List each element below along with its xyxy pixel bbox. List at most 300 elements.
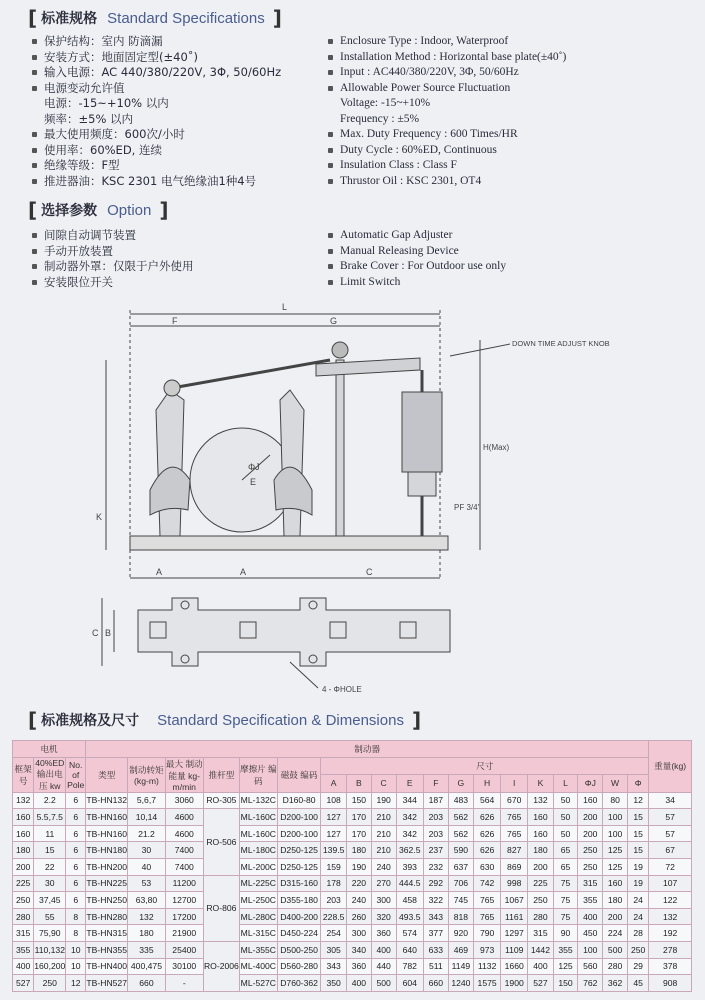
table-cell: 908 [649,975,692,992]
table-cell: 782 [396,958,423,975]
table-cell: ML-200C [239,858,277,875]
table-cell: 200 [603,908,628,925]
table-cell: 1660 [501,958,528,975]
list-item: 最大使用频度：600次/小时 [30,127,281,143]
dim-label-e: E [250,477,257,487]
table-cell: ML-355C [239,941,277,958]
table-cell: 250 [578,842,603,859]
table-cell: 127 [321,825,347,842]
table-cell: 25400 [165,941,203,958]
table-cell: 1161 [501,908,528,925]
table-cell: 132 [128,908,165,925]
table-cell: 7400 [165,842,203,859]
table-cell: 827 [501,842,528,859]
table-cell: 100 [603,809,628,826]
table-cell: 458 [396,892,423,909]
table-cell: 360 [371,925,396,942]
table-cell: 180 [13,842,34,859]
table-cell: - [165,975,203,992]
table-cell: ML-132C [239,792,277,809]
list-item: 手动开放装置 [30,244,194,260]
header-thrustor: 推杆型 [203,757,239,792]
table-cell: 160 [603,875,628,892]
table-cell: TB-HN355 [86,941,128,958]
list-item: Manual Releasing Device [326,244,506,260]
table-cell: 8 [66,908,86,925]
table-cell: TB-HN225 [86,875,128,892]
table-row [13,842,692,859]
table-cell: 640 [396,941,423,958]
knob-label: DOWN TIME ADJUST KNOB [512,339,610,348]
table-cell: 203 [321,892,347,909]
table-cell: 11 [34,825,66,842]
table-cell: 180 [603,892,628,909]
table-cell: 626 [474,809,501,826]
table-cell: 224 [603,925,628,942]
table-cell: 6 [66,809,86,826]
list-item: Frequency : ±5% [340,112,420,125]
table-cell: 159 [321,858,347,875]
table-cell: 280 [13,908,34,925]
table-cell: TB-HN180 [86,842,128,859]
table-cell: 4600 [165,809,203,826]
pf-label: PF 3/4" [454,503,481,512]
table-cell: 15 [628,842,649,859]
table-cell: 362 [603,975,628,992]
table-cell: 315 [13,925,34,942]
left-pivot [164,380,180,396]
table-cell: 278 [649,941,692,958]
header-energy: 最大 制动能量 kg-m/min [165,758,203,792]
table-row [13,908,692,925]
dim-label-b: B [105,628,112,638]
table-cell: 127 [321,809,347,826]
table-cell: 315 [528,925,553,942]
option-title-en: Option [107,201,152,219]
header-dim: H [474,775,501,793]
table-cell: TB-HN527 [86,975,128,992]
table-cell: 45 [628,975,649,992]
table-cell: 187 [423,792,448,809]
table-cell: 1149 [448,958,473,975]
table-cell: 483 [448,792,473,809]
table-cell: 180 [346,842,371,859]
thrustor-body [408,472,436,496]
header-dim: L [553,775,578,793]
table-cell: 280 [528,908,553,925]
list-item: Thrustor Oil : KSC 2301, OT4 [326,174,566,190]
header-frame: 框架号 [13,757,34,792]
table-cell: 765 [501,825,528,842]
list-item: 电源变动允许值 [30,81,281,97]
table-cell: 5.5,7.5 [34,809,66,826]
table-cell: 400 [578,908,603,925]
table-cell: 65 [553,842,578,859]
table-cell: TB-HN315 [86,925,128,942]
table-row [13,925,692,942]
table-cell: 3060 [165,792,203,809]
table-cell: 340 [346,941,371,958]
table-cell: 228.5 [321,908,347,925]
table-cell: 630 [474,858,501,875]
table-cell: 50 [553,792,578,809]
standard-spec-title-cn: 标准规格 [41,11,98,27]
table-cell: 210 [371,825,396,842]
right-shoe [274,467,312,515]
table-cell: 1240 [448,975,473,992]
list-item: Enclosure Type : Indoor, Waterproof [326,34,566,50]
table-cell: 75 [553,908,578,925]
table-cell: 12700 [165,892,203,909]
table-cell: 444.5 [396,875,423,892]
header-dim: G [448,775,473,793]
table-cell: 562 [448,809,473,826]
table-cell: 200 [13,858,34,875]
table-cell: 745 [448,892,473,909]
table-cell: 21900 [165,925,203,942]
table-cell: 50 [553,825,578,842]
table-cell: 24 [628,908,649,925]
table-cell: TB-HN160 [86,809,128,826]
table-cell: 125 [603,842,628,859]
bracket-open: [ [28,6,38,30]
table-cell: D450-224 [277,925,321,942]
header-weight: 重量(kg) [649,741,692,793]
list-item: Voltage: -15~+10% [340,97,431,109]
dim-label-l: L [282,302,288,312]
spec-table [12,740,692,992]
table-cell: 24 [628,892,649,909]
header-dim: C [371,775,396,793]
table-cell: D760-362 [277,975,321,992]
table-cell: 10 [66,958,86,975]
table-cell: 637 [448,858,473,875]
table-title-en: Standard Specification & Dimensions [157,711,404,729]
table-cell: 57 [649,825,692,842]
list-item: Limit Switch [326,275,506,291]
table-cell: 574 [396,925,423,942]
table-cell: ML-527C [239,975,277,992]
header-brake: 制动器 [86,741,649,758]
table-cell: 200 [528,858,553,875]
table-cell: TB-HN160 [86,825,128,842]
table-cell: 160,200 [34,958,66,975]
table-cell: 225 [528,875,553,892]
table-cell: 869 [501,858,528,875]
standard-spec-cn-list [30,34,281,189]
adjust-knob [332,342,348,358]
dim-label-h: H(Max) [483,443,510,452]
table-cell: 322 [423,892,448,909]
option-en-list [326,228,506,290]
table-cell: 564 [474,792,501,809]
table-cell: TB-HN400 [86,958,128,975]
table-cell: D500-250 [277,941,321,958]
linkage-bar [172,360,330,388]
table-title-cn: 标准规格及尺寸 [41,713,140,729]
table-cell: 192 [649,925,692,942]
table-cell: 220 [346,875,371,892]
table-cell: 500 [371,975,396,992]
list-item: 安装方式：地面固定型(±40˚) [30,50,281,66]
table-cell: 203 [423,825,448,842]
table-cell: D250-125 [277,842,321,859]
table-cell: D315-160 [277,875,321,892]
table-cell: TB-HN250 [86,892,128,909]
header-motor: 电机 [13,741,86,758]
table-cell: 590 [448,842,473,859]
table-cell: 75,90 [34,925,66,942]
table-cell: 335 [128,941,165,958]
header-output: 40%ED 输出电压 kw [35,757,65,791]
table-cell: 660 [423,975,448,992]
table-cell: 50 [553,809,578,826]
table-cell: 527 [528,975,553,992]
table-cell: 178 [321,875,347,892]
table-cell: 12 [628,792,649,809]
left-arm [156,390,184,536]
header-dim: Φ [628,775,649,793]
table-cell: 203 [423,809,448,826]
table-cell: 2.2 [34,792,66,809]
table-cell: 240 [371,858,396,875]
table-cell: ML-180C [239,842,277,859]
table-cell: 762 [578,975,603,992]
table-cell: TB-HN200 [86,858,128,875]
table-cell: 343 [321,958,347,975]
table-cell: 1109 [501,941,528,958]
list-item: Allowable Power Source Fluctuation [326,81,566,97]
table-row [13,941,692,958]
table-cell: 292 [423,875,448,892]
dim-label-a1: A [156,567,163,577]
table-cell: 65 [553,858,578,875]
table-cell: 125 [553,958,578,975]
table-cell: 560 [578,958,603,975]
list-item: 绝缘等级：F型 [30,158,281,174]
table-cell: 10,14 [128,809,165,826]
table-cell: 28 [628,925,649,942]
list-item: 输入电源：AC 440/380/220V, 3Φ, 50/60Hz [30,65,281,81]
knob-callout [512,339,610,348]
table-cell: 160 [528,809,553,826]
header-lining: 摩擦片 编码 [239,757,277,792]
table-cell: 527 [13,975,34,992]
table-cell: 63,80 [128,892,165,909]
header-dim: I [501,775,528,793]
table-cell: 626 [474,825,501,842]
table-cell: ML-250C [239,892,277,909]
table-cell: 34 [649,792,692,809]
table-cell: 132 [13,792,34,809]
table-cell: 67 [649,842,692,859]
table-cell: ML-315C [239,925,277,942]
table-cell: 6 [66,792,86,809]
table-cell: 170 [346,809,371,826]
table-cell: 250 [34,975,66,992]
table-cell: 100 [578,941,603,958]
table-cell: 270 [371,875,396,892]
table-cell: 6 [66,875,86,892]
table-cell: 232 [423,858,448,875]
bracket-open: [ [28,198,38,222]
header-dim: E [396,775,423,793]
table-cell: 17200 [165,908,203,925]
table-cell: 80 [603,792,628,809]
table-cell: 254 [321,925,347,942]
table-cell: 132 [528,792,553,809]
table-title [28,708,421,732]
dim-label-k: K [96,512,103,522]
table-cell: 200 [578,825,603,842]
table-cell: 122 [649,892,692,909]
standard-spec-title-en: Standard Specifications [107,9,265,27]
table-cell: 53 [128,875,165,892]
table-cell: ML-225C [239,875,277,892]
list-item: Input : AC440/380/220V, 3Φ, 50/60Hz [326,65,566,81]
table-cell: RO-506 [203,809,239,875]
base-top-view [138,598,450,666]
table-cell: 210 [371,809,396,826]
table-cell: 107 [649,875,692,892]
table-cell: 90 [553,925,578,942]
table-cell: 378 [649,958,692,975]
header-pole: No. of Pole [66,757,86,792]
table-cell: TB-HN132 [86,792,128,809]
table-cell: D560-280 [277,958,321,975]
header-dim: K [528,775,553,793]
list-item: Brake Cover : For Outdoor use only [326,259,506,275]
table-cell: 19 [628,858,649,875]
thrustor-motor [402,392,442,472]
dim-label-g: G [330,316,338,326]
table-row [13,825,692,842]
table-cell: 15 [628,809,649,826]
table-cell: 15 [34,842,66,859]
table-cell: 315 [578,875,603,892]
bracket-close: ] [159,198,169,222]
table-cell: RO-2006 [203,941,239,991]
table-cell: 765 [501,809,528,826]
table-cell: 139.5 [321,842,347,859]
table-row [13,875,692,892]
header-dim: B [346,775,371,793]
list-item: Automatic Gap Adjuster [326,228,506,244]
table-cell: 742 [474,875,501,892]
table-cell: 250 [528,892,553,909]
table-cell: ML-400C [239,958,277,975]
table-cell: 108 [321,792,347,809]
lever-arm [316,358,420,376]
table-cell: 344 [396,792,423,809]
table-cell: 250 [628,941,649,958]
table-cell: 30 [128,842,165,859]
table-cell: 260 [346,908,371,925]
table-cell: 170 [346,825,371,842]
table-cell: 305 [321,941,347,958]
list-item: 推进器油：KSC 2301 电气绝缘油1种4号 [30,174,281,190]
table-cell: 320 [371,908,396,925]
table-cell: 400 [528,958,553,975]
dim-label-f: F [172,316,178,326]
table-cell: 160 [528,825,553,842]
table-cell: 19 [628,875,649,892]
table-cell: 30 [34,875,66,892]
table-cell: 132 [649,908,692,925]
table-row [13,809,692,826]
table-cell: 633 [423,941,448,958]
table-cell: 12 [66,975,86,992]
left-shoe [150,467,190,515]
table-row [13,975,692,992]
header-drum: 磁鼓 编码 [277,757,321,792]
table-cell: 500 [603,941,628,958]
table-cell: 7400 [165,858,203,875]
table-cell: 493.5 [396,908,423,925]
table-cell: 190 [346,858,371,875]
table-cell: 1297 [501,925,528,942]
table-cell: 6 [66,892,86,909]
table-cell: 55 [34,908,66,925]
table-cell: 75 [553,875,578,892]
table-cell: 5,6,7 [128,792,165,809]
table-row [13,792,692,809]
header-torque: 制动转矩 (kg-m) [128,757,165,792]
table-cell: 440 [371,958,396,975]
table-cell: ML-280C [239,908,277,925]
option-title-cn: 选择参数 [41,203,98,219]
table-cell: 22 [34,858,66,875]
table-cell: 1442 [528,941,553,958]
list-item: Installation Method : Horizontal base plate(±40˚) [326,50,566,66]
table-cell: 400 [346,975,371,992]
table-cell: 765 [474,908,501,925]
option-title [28,198,168,222]
header-dim: W [603,775,628,793]
list-item: 安装限位开关 [30,275,194,291]
header-dim: A [321,775,347,793]
table-cell: 765 [474,892,501,909]
table-cell: 350 [321,975,347,992]
table-cell: D200-100 [277,825,321,842]
table-cell: 250 [578,858,603,875]
dim-label-c-top: C [92,628,99,638]
table-row [13,892,692,909]
table-cell: 706 [448,875,473,892]
table-row [13,858,692,875]
table-cell: 11200 [165,875,203,892]
table-cell: 21.2 [128,825,165,842]
table-cell: 1575 [474,975,501,992]
table-cell: 150 [553,975,578,992]
table-cell: 10 [66,941,86,958]
table-cell: 160 [13,809,34,826]
table-cell: 670 [501,792,528,809]
table-cell: D400-200 [277,908,321,925]
table-cell: RO-305 [203,792,239,809]
base-plate [130,536,448,550]
table-cell: D250-125 [277,858,321,875]
table-cell: 604 [396,975,423,992]
table-cell: 15 [628,825,649,842]
table-cell: 250 [13,892,34,909]
table-cell: 377 [423,925,448,942]
bracket-open: [ [28,708,38,732]
table-cell: 355 [578,892,603,909]
support-column [336,360,344,536]
table-cell: RO-806 [203,875,239,941]
list-item: 使用率：60%ED, 连续 [30,143,281,159]
